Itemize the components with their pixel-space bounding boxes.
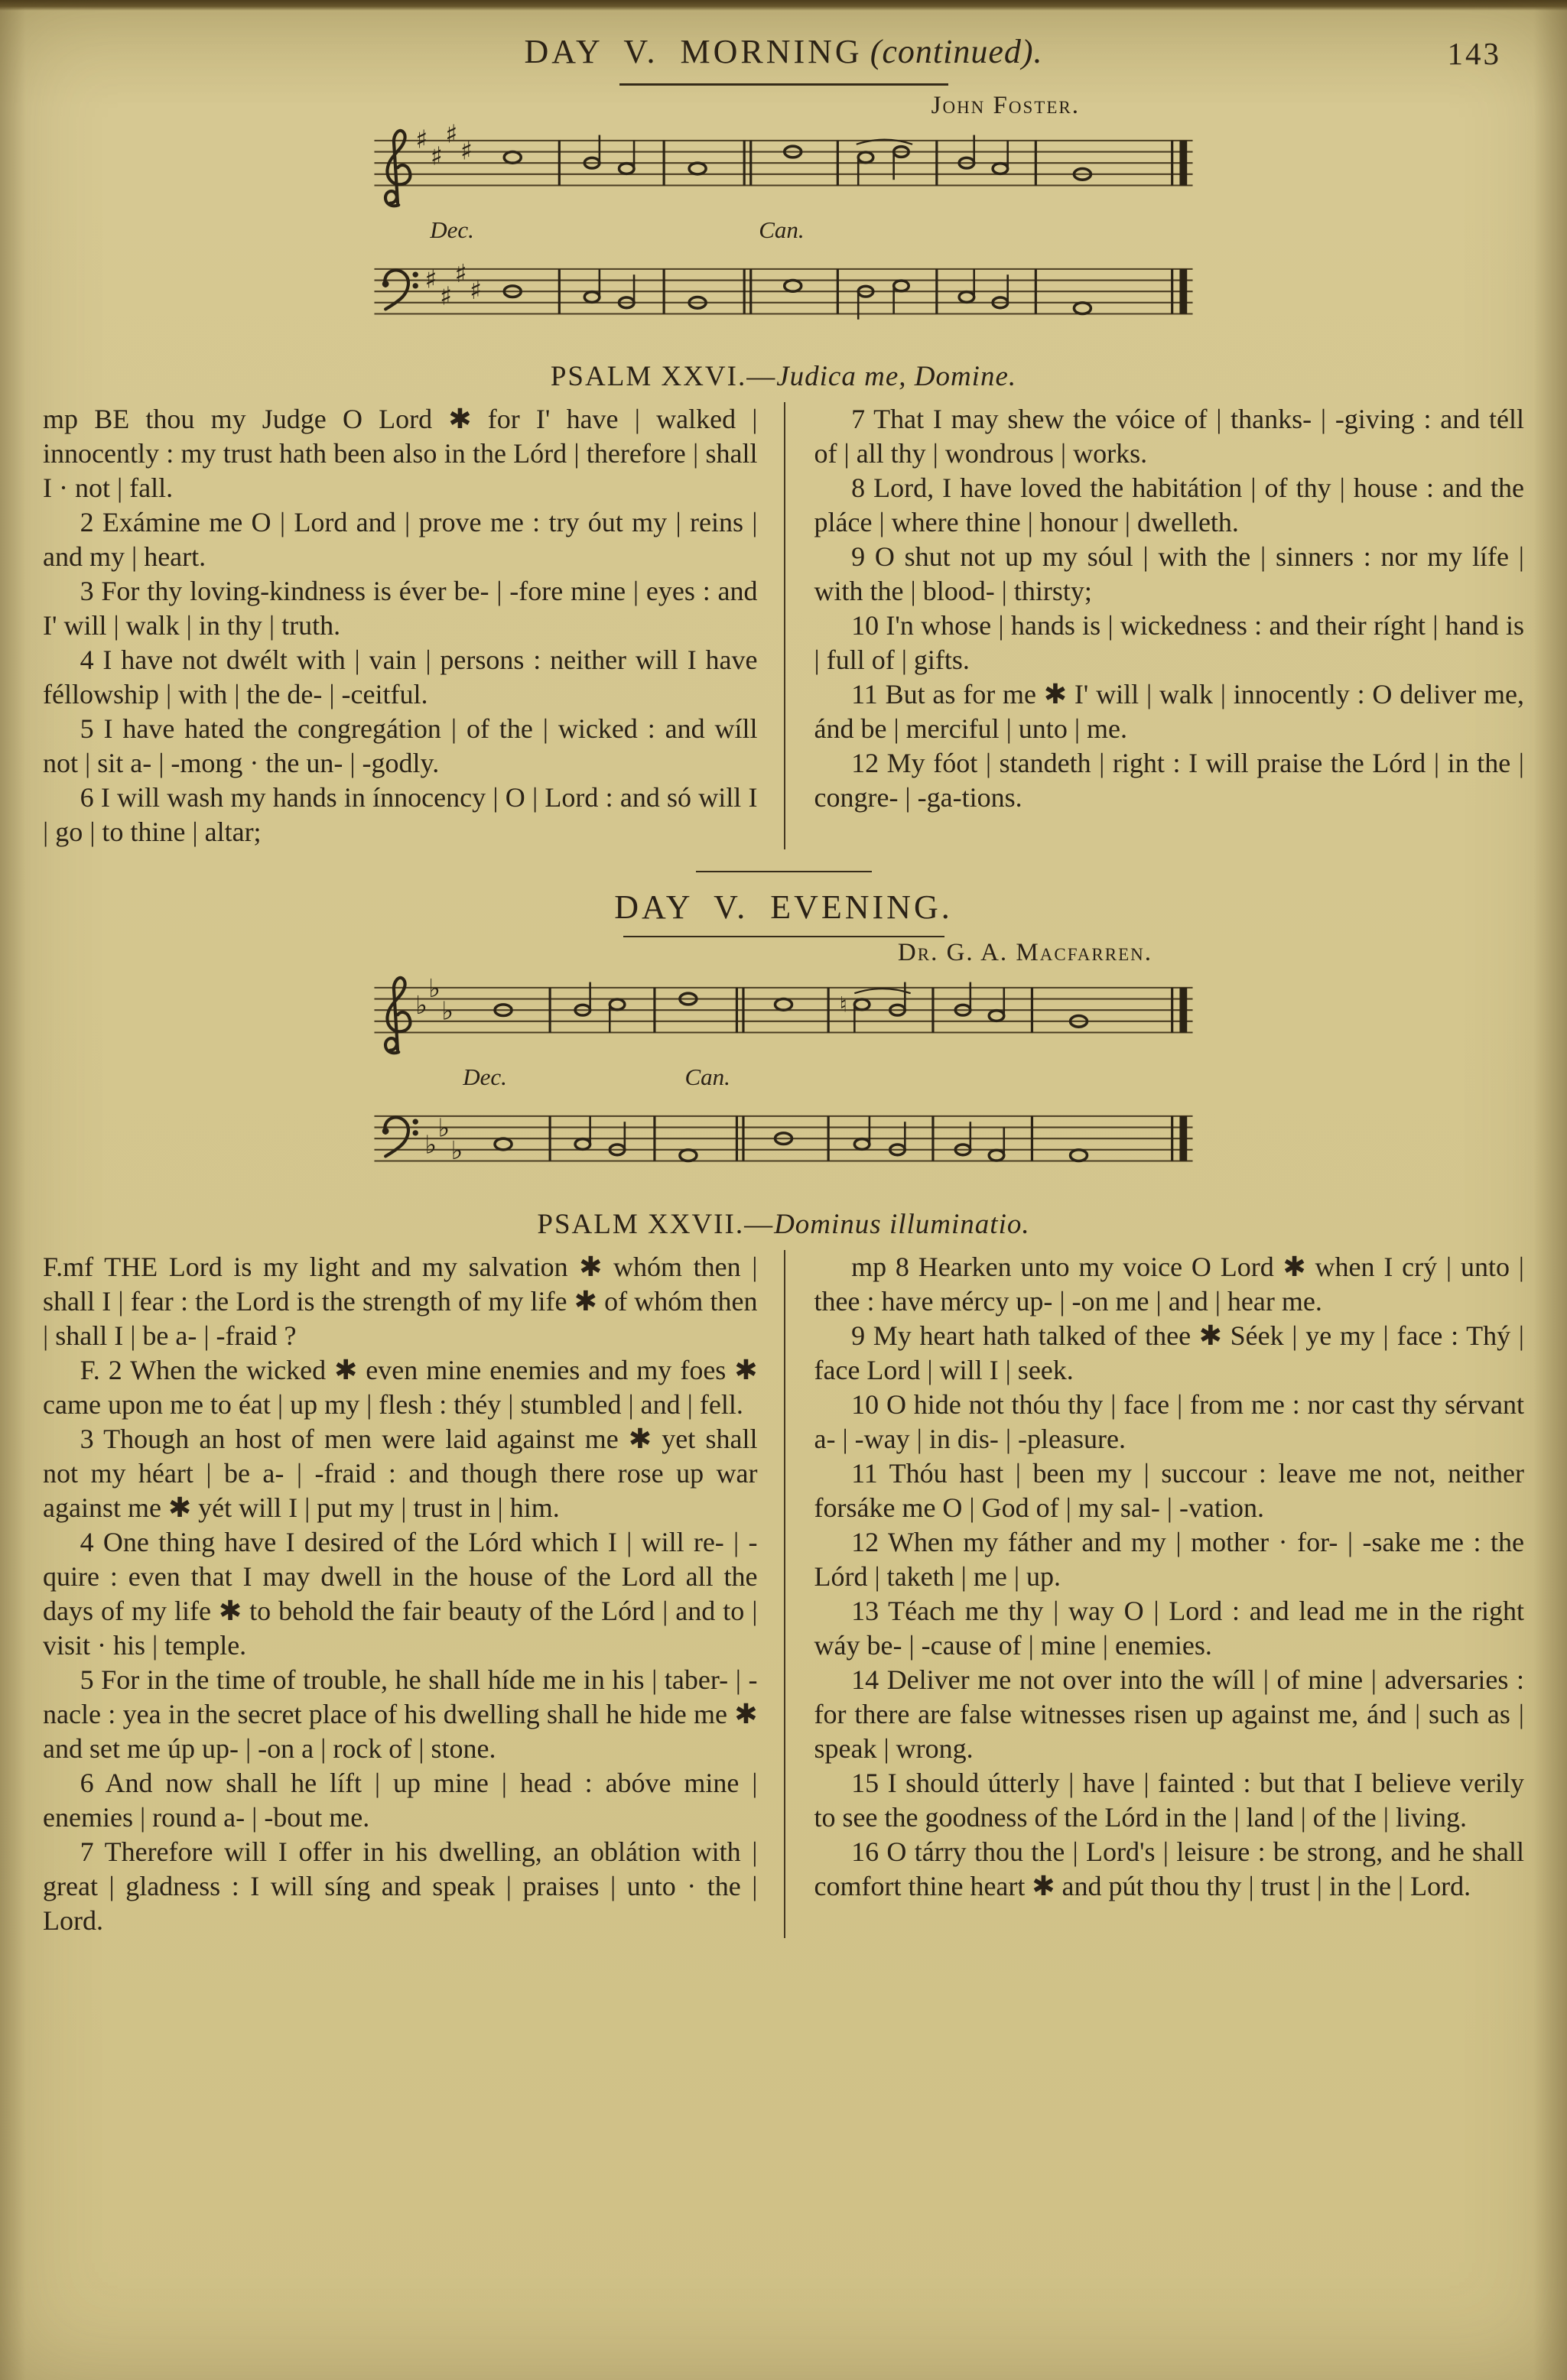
morning-chant-score bbox=[372, 92, 1195, 342]
staff-lines bbox=[374, 141, 1192, 186]
psalm-verse: 7 That I may shew the vóice of | thanks- | -giving : and téll of | all thy | wondrous | works. bbox=[814, 404, 1524, 469]
psalm-verse: 12 My fóot | standeth | right : I will praise the Lórd | in the | congre- | -ga-tions. bbox=[814, 748, 1524, 813]
psalm-verse: mp 8 Hearken unto my voice O Lord ✱ when I crý | unto | thee : have mércy up- | -on me | and | hear me. bbox=[814, 1251, 1524, 1317]
svg-text:♯: ♯ bbox=[430, 141, 443, 171]
psalm27-left-column bbox=[43, 1250, 784, 1938]
svg-text:♯: ♯ bbox=[460, 135, 473, 166]
psalm-verse: mp BE thou my Judge O Lord ✱ for I' have | walked | innocently : my trust hath been also in the Lórd | therefore | shall I · not | fall. bbox=[43, 404, 758, 504]
psalm-verse: 2 Exámine me O | Lord and | prove me : try óut my | reins | and my | heart. bbox=[43, 507, 758, 573]
psalm26-right-column bbox=[784, 402, 1525, 849]
page-header bbox=[0, 32, 1567, 71]
chant2-composer: Dr. G. A. Macfarren. bbox=[897, 939, 1152, 967]
cantoris-label: Can. bbox=[684, 1063, 730, 1091]
chant1-voice-labels bbox=[372, 213, 1195, 248]
psalm27-latin-title: Dominus illuminatio. bbox=[774, 1208, 1030, 1240]
psalm-verse: 13 Téach me thy | way O | Lord : and lead me in the right wáy be- | -cause of | mine | enemies. bbox=[814, 1595, 1524, 1661]
svg-text:♭: ♭ bbox=[428, 973, 441, 1004]
svg-text:♭: ♭ bbox=[437, 1113, 450, 1144]
chant2-treble-notes bbox=[495, 982, 1187, 1033]
svg-text:♯: ♯ bbox=[470, 275, 483, 306]
running-title-main: DAY V. MORNING bbox=[524, 33, 863, 70]
decani-label: Dec. bbox=[463, 1063, 507, 1091]
psalm27-heading bbox=[0, 1208, 1567, 1241]
title-rule bbox=[619, 83, 948, 86]
psalm-verse: 6 I will wash my hands in ínnocency | O | Lord : and só will I | go | to thine | altar; bbox=[43, 782, 758, 848]
psalm26-heading bbox=[0, 360, 1567, 393]
chant2-bass-staff bbox=[372, 1096, 1195, 1189]
chant1-bass-staff bbox=[372, 248, 1195, 342]
psalm-verse: 9 My heart hath talked of thee ✱ Séek | ye my | face : Thý | face Lord | will I | seek. bbox=[814, 1320, 1524, 1385]
psalm-verse: 10 I'n whose | hands is | wickedness : and their ríght | hand is | full of | gifts. bbox=[814, 610, 1524, 676]
key-signature-flats bbox=[424, 1113, 463, 1165]
svg-text:♯: ♯ bbox=[454, 258, 467, 289]
running-title bbox=[0, 32, 1567, 71]
psalm-verse: 12 When my fáther and my | mother · for- | -sake me : the Lórd | taketh | me | up. bbox=[814, 1526, 1524, 1592]
composer-divider-rule bbox=[623, 936, 944, 937]
psalm-verse: 11 But as for me ✱ I' will | walk | innocently : O deliver me, ánd be | merciful | unto | me. bbox=[814, 679, 1524, 745]
psalm-verse: 5 I have hated the congregátion | of the | wicked : and wíll not | sit a- | -mong · the un- | -godly. bbox=[43, 713, 758, 779]
psalm-verse: 16 O tárry thou the | Lord's | leisure : be strong, and he shall comfort thine heart ✱ and pút thou thy | trust | in the | Lord. bbox=[814, 1836, 1524, 1901]
psalm-verse: 10 O hide not thóu thy | face | from me : nor cast thy sérvant a- | -way | in dis- | -pleasure. bbox=[814, 1388, 1524, 1454]
psalm-verse: 3 Though an host of men were laid against me ✱ yet shall not my héart | be a- | -fraid : and though there rose up war against me ✱ yét will I | put my | trust in | him. bbox=[43, 1423, 758, 1523]
svg-text:♯: ♯ bbox=[445, 120, 458, 149]
svg-text:♯: ♯ bbox=[424, 264, 437, 294]
evening-heading: DAY V. EVENING. bbox=[614, 888, 953, 927]
svg-text:♭: ♭ bbox=[424, 1130, 437, 1161]
chant1-composer: John Foster. bbox=[931, 92, 1080, 119]
psalm-verse: 14 Deliver me not over into the wíll | of mine | adversaries : for there are false witnesses risen up against me, ánd | such as | speak | wrong. bbox=[814, 1664, 1524, 1764]
chant1-treble-staff bbox=[372, 120, 1195, 213]
psalm-verse: 9 O shut not up my sóul | with the | sinners : nor my lífe | with the | blood- | thirsty; bbox=[814, 541, 1524, 607]
svg-text:♭: ♭ bbox=[450, 1135, 463, 1166]
psalm-verse: 11 Thóu hast | been my | succour : leave me not, neither forsáke me O | God of | my sal- | -vation. bbox=[814, 1457, 1524, 1523]
psalm-verse: 4 One thing have I desired of the Lórd which I | will re- | -quire : even that I may dwell in the house of the Lord all the days of my life ✱ to behold the fair beauty of the Lórd | and to | visit · his | temple. bbox=[43, 1526, 758, 1661]
psalm-verse: 7 Therefore will I offer in his dwelling, an oblátion with | great | gladness : I will síng and speak | praises | unto · the | Lord. bbox=[43, 1836, 758, 1936]
running-title-continued: (continued). bbox=[870, 33, 1043, 70]
staff-lines bbox=[374, 269, 1192, 314]
psalm-verse: F.mf THE Lord is my light and my salvation ✱ whóm then | shall I | fear : the Lord is the strength of my life ✱ of whóm then | shall I | be a- | -fraid ? bbox=[43, 1251, 758, 1351]
key-signature-flats bbox=[415, 973, 454, 1025]
page-top-edge bbox=[0, 0, 1567, 11]
chant2-treble-staff bbox=[372, 967, 1195, 1060]
psalm27-right-column bbox=[784, 1250, 1525, 1938]
treble-clef-icon bbox=[385, 978, 410, 1053]
svg-text:♮: ♮ bbox=[839, 992, 847, 1018]
psalm27-title: PSALM XXVII.— bbox=[537, 1208, 775, 1240]
psalm27-text bbox=[0, 1250, 1567, 1938]
page-number: 143 bbox=[1447, 36, 1501, 71]
psalm-verse: 6 And now shall he líft | up mine | head : abóve mine | enemies | round a- | -bout me. bbox=[43, 1767, 758, 1833]
cantoris-label: Can. bbox=[759, 216, 805, 244]
svg-text:♭: ♭ bbox=[441, 995, 454, 1026]
chant2-voice-labels bbox=[372, 1060, 1195, 1096]
psalm26-latin-title: Judica me, Domine. bbox=[776, 361, 1017, 393]
svg-text:♭: ♭ bbox=[415, 990, 428, 1021]
chant1-treble-notes bbox=[504, 135, 1187, 186]
psalm-verse: 5 For in the time of trouble, he shall híde me in his | taber- | -nacle : yea in the secret place of his dwelling shall he hide me ✱ and set me úp up- | -on a | rock of | stone. bbox=[43, 1664, 758, 1764]
decani-label: Dec. bbox=[430, 216, 474, 244]
psalm-verse: 4 I have not dwélt with | vain | persons : neither will I have féllowship | with | the de- | -ceitful. bbox=[43, 645, 758, 710]
psalm-verse: 8 Lord, I have loved the habitátion | of thy | house : and the pláce | where thine | honour | dwelleth. bbox=[814, 472, 1524, 538]
psalm26-title: PSALM XXVI.— bbox=[550, 361, 777, 393]
section-divider-rule bbox=[696, 871, 872, 872]
evening-chant-score bbox=[372, 939, 1195, 1189]
psalm-verse: 3 For thy loving-kindness is éver be- | -fore mine | eyes : and I' will | walk | in thy | truth. bbox=[43, 576, 758, 641]
svg-text:♯: ♯ bbox=[415, 124, 428, 154]
psalm-verse: F. 2 When the wicked ✱ even mine enemies and my foes ✱ came upon me to éat | up my | flesh : théy | stumbled | and | fell. bbox=[43, 1354, 758, 1420]
psalm26-text bbox=[0, 402, 1567, 849]
svg-text:♯: ♯ bbox=[439, 281, 452, 311]
psalm26-left-column bbox=[43, 402, 784, 849]
chant1-bass-notes bbox=[504, 269, 1187, 320]
psalm-verse: 15 I should útterly | have | fainted : but that I believe verily to see the goodness of the Lórd in the | land | of the | living. bbox=[814, 1767, 1524, 1833]
treble-clef-icon bbox=[385, 131, 410, 206]
